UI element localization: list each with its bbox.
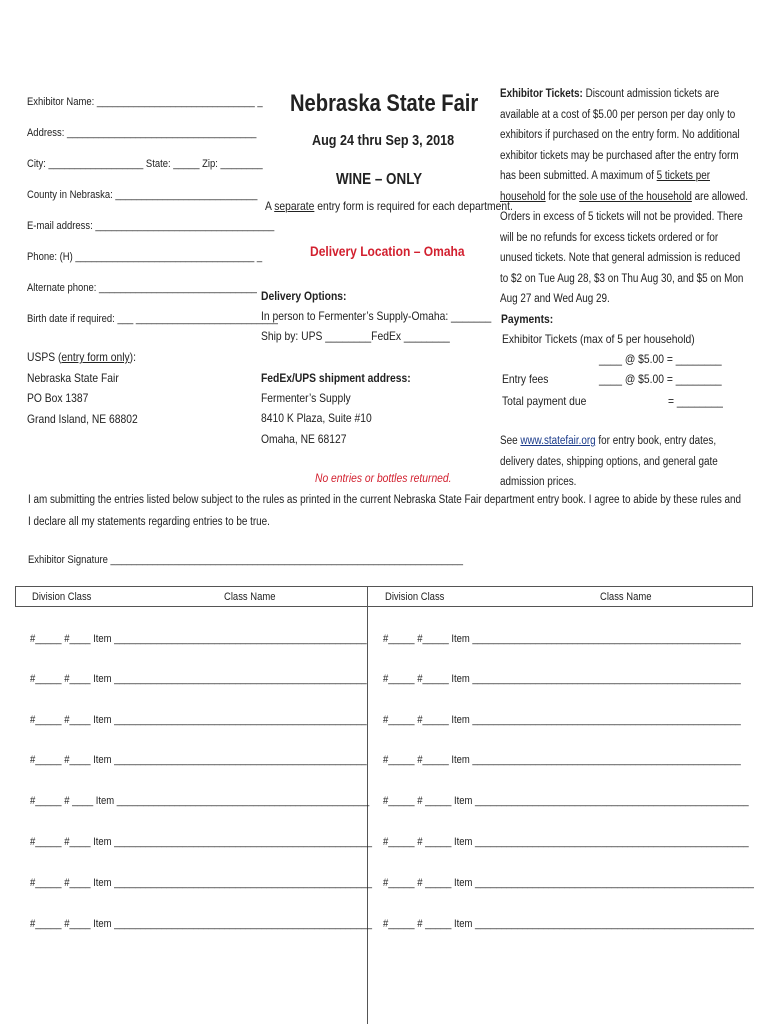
payments-label: Payments: [501,312,554,326]
alternate-phone-field[interactable]: Alternate phone: ______________________________ [27,282,257,294]
entry-row[interactable]: #_____ #_____ Item ___________________________________________________ [383,673,741,685]
tickets-payment-calc[interactable]: ____ @ $5.00 = ________ [599,352,722,366]
separate-form-note: A separate entry form is required for each department. [265,199,513,213]
phone-field[interactable]: Phone: (H) __________________________________ _ [27,251,263,263]
statefair-link[interactable]: www.statefair.org [520,435,596,447]
entry-row[interactable]: #_____ # _____ Item _____________________________________________________ [383,877,754,889]
entry-row[interactable]: #_____ #____ Item ________________________________________________ [30,673,367,685]
fair-dates: Aug 24 thru Sep 3, 2018 [312,132,455,149]
entry-row[interactable]: #_____ #____ Item ________________________________________________ [30,633,367,645]
department-title: WINE – ONLY [336,171,423,188]
right-class-name-header: Class Name [600,591,652,603]
entry-row[interactable]: #_____ #____ Item _________________________________________________ [30,836,372,848]
entry-row[interactable]: #_____ #____ Item ________________________________________________ [30,714,367,726]
entry-row[interactable]: #_____ # _____ Item _____________________________________________________ [383,918,754,930]
address-field[interactable]: Address: ____________________________________ [27,127,257,139]
usps-line-3: Grand Island, NE 68802 [27,412,138,426]
entry-row[interactable]: #_____ #_____ Item ___________________________________________________ [383,714,741,726]
total-payment-calc[interactable]: = ________ [668,394,723,408]
entry-row[interactable]: #_____ #____ Item _________________________________________________ [30,877,372,889]
entry-fees-label: Entry fees [502,372,549,386]
shipment-address-label: FedEx/UPS shipment address: [261,371,411,385]
usps-line-1: Nebraska State Fair [27,371,119,385]
delivery-location: Delivery Location – Omaha [310,243,465,259]
entry-row[interactable]: #_____ #____ Item _________________________________________________ [30,918,372,930]
ship-by-option[interactable]: Ship by: UPS ________FedEx ________ [261,329,450,343]
left-class-name-header: Class Name [224,591,276,603]
entry-row[interactable]: #_____ #____ Item ________________________________________________ [30,754,367,766]
no-returns-note: No entries or bottles returned. [315,471,452,485]
page-title: Nebraska State Fair [290,90,479,117]
shipment-address-line-3: Omaha, NE 68127 [261,432,347,446]
entry-fees-calc[interactable]: ____ @ $5.00 = ________ [599,372,722,386]
usps-line-2: PO Box 1387 [27,391,89,405]
see-website-text: See www.statefair.org for entry book, entry dates, delivery dates, shipping options, and general gate admission prices. [500,435,718,488]
total-payment-label: Total payment due [502,394,587,408]
email-field[interactable]: E-mail address: __________________________________ [27,220,275,232]
certification-statement: I am submitting the entries listed below subject to the rules as printed in the current Nebraska State Fair department entry book. I agree to abide by these rules and I declare all my statements regarding entries to be true. [28,494,742,528]
usps-label: USPS (entry form only): [27,350,136,364]
delivery-options-label: Delivery Options: [261,289,347,303]
entry-row[interactable]: #_____ # _____ Item ____________________________________________________ [383,795,749,807]
exhibitor-name-field[interactable]: Exhibitor Name: ______________________________ _ [27,96,263,108]
in-person-option[interactable]: In person to Fermenter’s Supply-Omaha: _______ [261,309,492,323]
entry-row[interactable]: #_____ #_____ Item ___________________________________________________ [383,633,741,645]
entry-row[interactable]: #_____ #_____ Item ___________________________________________________ [383,754,741,766]
left-division-class-header: Division Class [32,591,92,603]
exhibitor-tickets-text: Exhibitor Tickets: Discount admission tickets are available at a cost of $5.00 per person per day only to exhibitors if purchased on the entry form. No additional exhibitor tickets may be purchased after the entry form has been submitted. A maximum of 5 tickets per household for the sole use of the household are allowed. Orders in excess of 5 tickets will not be provided. There will be no refunds for excess tickets ordered or for unused tickets. Note that general admission is reduced to $2 on Tue Aug 28, $3 on Thu Aug 30, and $5 on Mon Aug 27 and Wed Aug 29. [500,88,749,305]
entry-row[interactable]: #_____ # _____ Item ____________________________________________________ [383,836,749,848]
birth-date-field[interactable]: Birth date if required: ___ ___________________________ [27,313,278,325]
shipment-address-line-1: Fermenter’s Supply [261,391,351,405]
shipment-address-line-2: 8410 K Plaza, Suite #10 [261,411,372,425]
signature-field[interactable]: Exhibitor Signature ___________________________________________________________________ [28,554,464,566]
county-field[interactable]: County in Nebraska: ___________________________ [27,189,258,201]
right-division-class-header: Division Class [385,591,445,603]
city-state-zip-field[interactable]: City: __________________ State: _____ Zip: ________ [27,158,263,170]
tickets-payment-line: Exhibitor Tickets (max of 5 per household) [502,332,695,346]
entry-row[interactable]: #_____ # ____ Item ________________________________________________ [30,795,370,807]
